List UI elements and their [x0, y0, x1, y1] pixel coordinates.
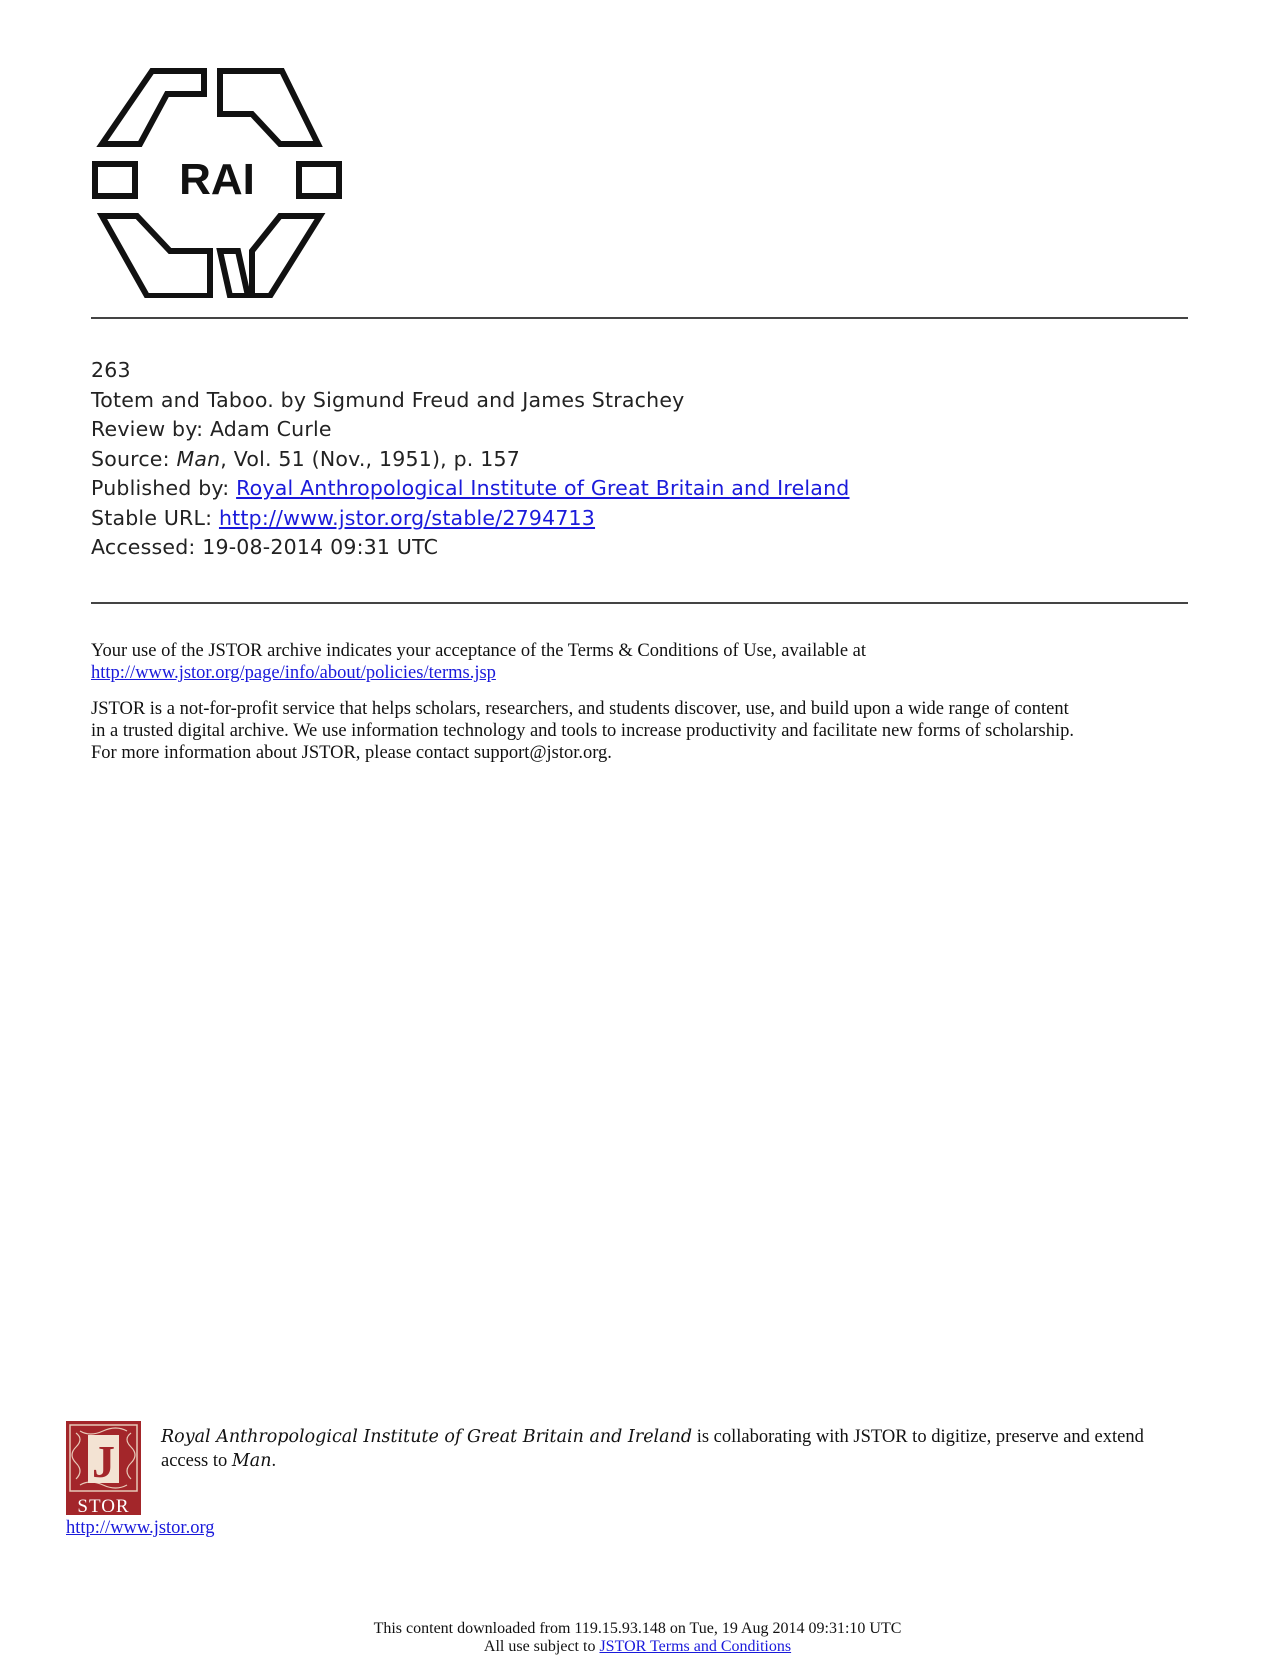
download-footer: [0, 1620, 1275, 1656]
source-journal: Man: [176, 446, 221, 471]
jstor-info-line-1: JSTOR is a not-for-profit service that helps scholars, researchers, and students discover, use, and build upon a wide range of content: [91, 699, 1069, 719]
collab-publisher: Royal Anthropological Institute of Great Britain and Ireland: [161, 1427, 693, 1447]
source-prefix: Source:: [91, 446, 177, 471]
collab-text-1: is collaborating with JSTOR to digitize, preserve and extend: [692, 1427, 1144, 1447]
download-info: This content downloaded from 119.15.93.148 on Tue, 19 Aug 2014 09:31:10 UTC: [373, 1620, 902, 1637]
terms-block: [91, 640, 1201, 778]
stable-url-link[interactable]: http://www.jstor.org/stable/2794713: [218, 505, 596, 530]
citation-block: [91, 356, 1191, 563]
jstor-logo: [66, 1421, 141, 1515]
terms-text: Your use of the JSTOR archive indicates your acceptance of the Terms & Conditions of Use, available at: [91, 641, 867, 661]
jstor-home-link[interactable]: http://www.jstor.org: [66, 1518, 215, 1538]
terms-paragraph: [91, 640, 1201, 684]
jstor-terms-link[interactable]: JSTOR Terms and Conditions: [599, 1638, 792, 1655]
review-line: [91, 415, 1191, 445]
rai-logo-text: RAI: [179, 155, 255, 204]
published-prefix: Published by:: [91, 476, 237, 500]
rai-logo: [92, 66, 342, 298]
article-title: Totem and Taboo. by Sigmund Freud and James Strachey: [91, 387, 685, 412]
review-prefix: Review by:: [91, 417, 210, 441]
jstor-logo-word: STOR: [77, 1496, 130, 1515]
terms-footer-line: [0, 1638, 1275, 1656]
collab-journal: Man: [231, 1451, 272, 1471]
collab-text-2: access to: [161, 1451, 232, 1471]
top-divider: [91, 317, 1188, 319]
terms-link[interactable]: http://www.jstor.org/page/info/about/policies/terms.jsp: [91, 663, 496, 683]
bottom-divider: [91, 602, 1188, 604]
collab-period: .: [271, 1451, 277, 1471]
accessed-line: Accessed: 19-08-2014 09:31 UTC: [91, 535, 439, 559]
publisher-line: [91, 474, 1191, 504]
jstor-info-line-2: in a trusted digital archive. We use information technology and tools to increase productivity and facilitate new forms of scholarship.: [91, 721, 1075, 741]
reviewer-name: Adam Curle: [209, 417, 332, 441]
stable-url-prefix: Stable URL:: [91, 505, 219, 530]
terms-footer-prefix: All use subject to: [483, 1638, 600, 1655]
source-line: [91, 445, 1191, 475]
source-details: , Vol. 51 (Nov., 1951), p. 157: [220, 446, 520, 471]
collaboration-note: [161, 1425, 1191, 1473]
publisher-link[interactable]: Royal Anthropological Institute of Great Britain and Ireland: [236, 476, 850, 500]
item-number: 263: [91, 358, 131, 382]
stable-url-line: [91, 504, 1191, 534]
jstor-logo-letter: J: [92, 1436, 115, 1487]
jstor-info-line-3: For more information about JSTOR, please contact support@jstor.org.: [91, 743, 612, 763]
jstor-info-paragraph: [91, 698, 1201, 764]
